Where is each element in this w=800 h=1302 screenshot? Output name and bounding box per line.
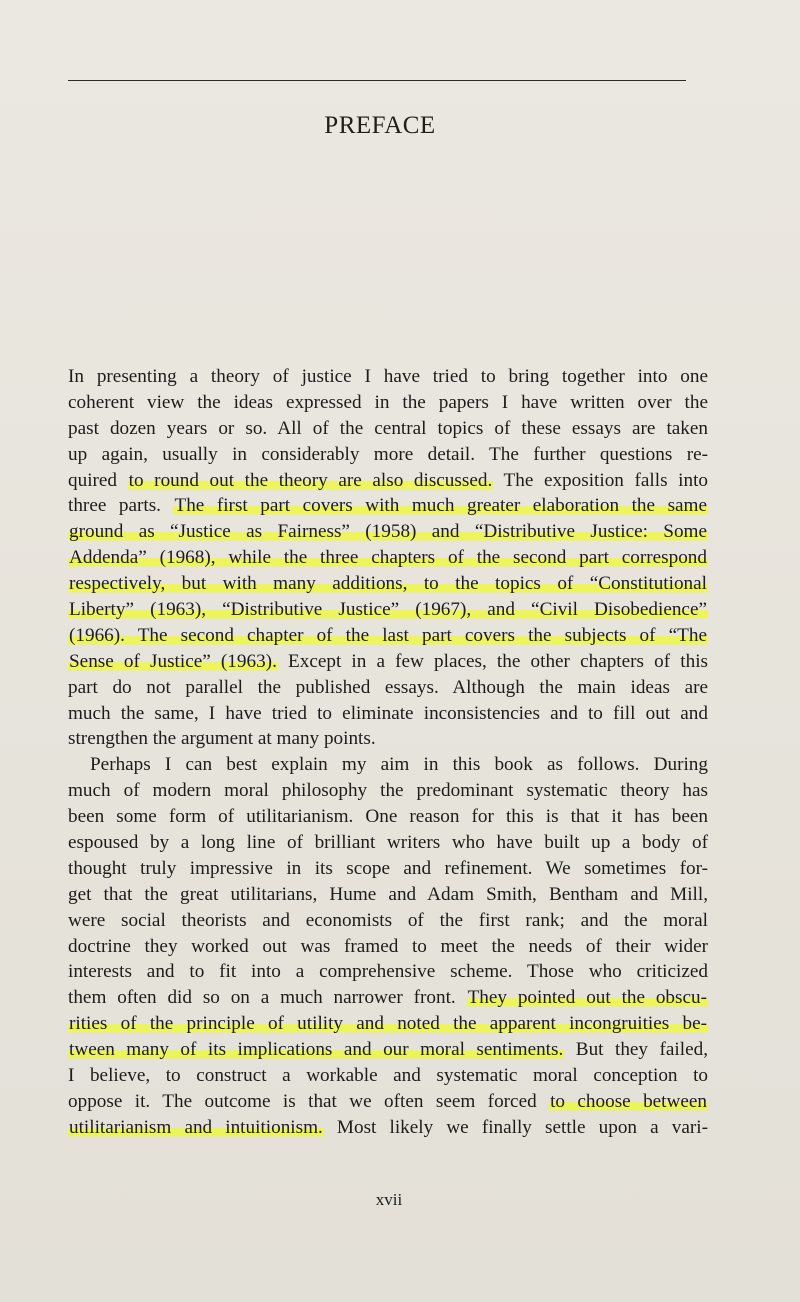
text-line bbox=[68, 1115, 708, 1141]
line-text: The exposition falls into bbox=[493, 469, 708, 491]
text-line bbox=[68, 959, 708, 985]
line-text: quired bbox=[68, 469, 128, 491]
text-line bbox=[68, 649, 708, 675]
text-line bbox=[68, 752, 708, 778]
text-line bbox=[68, 856, 708, 882]
line-text: interests and to fit into a comprehensive scheme. Those who criticized bbox=[68, 961, 708, 983]
text-line bbox=[68, 416, 708, 442]
text-line bbox=[68, 675, 708, 701]
text-line bbox=[68, 804, 708, 830]
text-line bbox=[68, 1063, 708, 1089]
line-text: coherent view the ideas expressed in the papers I have written over the bbox=[68, 391, 708, 413]
highlighted-text: (1966). The second chapter of the last part covers the subjects of “The bbox=[69, 624, 707, 646]
line-text: oppose it. The outcome is that we often seem forced bbox=[68, 1090, 550, 1112]
text-line bbox=[68, 1089, 708, 1115]
text-line bbox=[68, 1011, 708, 1037]
line-text: get that the great utilitarians, Hume and Adam Smith, Bentham and Mill, bbox=[68, 883, 708, 905]
highlighted-text: to choose between bbox=[550, 1090, 707, 1112]
highlighted-text: Liberty” (1963), “Distributive Justice” (1967), and “Civil Disobedience” bbox=[69, 599, 707, 621]
header-rule bbox=[68, 80, 686, 81]
highlighted-text: to round out the theory are also discussed. bbox=[128, 469, 493, 491]
text-line bbox=[68, 390, 708, 416]
text-line bbox=[68, 623, 708, 649]
highlighted-text: ground as “Justice as Fairness” (1958) and “Distributive Justice: Some bbox=[69, 521, 707, 543]
line-text: were social theorists and economists of the first rank; and the moral bbox=[68, 909, 708, 931]
text-line bbox=[68, 934, 708, 960]
text-line bbox=[68, 519, 708, 545]
highlighted-text: Addenda” (1968), while the three chapters of the second part correspond bbox=[69, 547, 707, 569]
text-line bbox=[68, 442, 708, 468]
page-number: xvii bbox=[375, 1190, 403, 1209]
line-text: strengthen the argument at many points. bbox=[68, 728, 376, 750]
highlighted-text: They pointed out the obscu- bbox=[467, 987, 707, 1009]
line-text: Except in a few places, the other chapters of this bbox=[277, 650, 708, 672]
text-line bbox=[68, 778, 708, 804]
line-text: But they failed, bbox=[564, 1039, 708, 1061]
text-line bbox=[68, 701, 708, 727]
text-line bbox=[68, 882, 708, 908]
text-line bbox=[68, 493, 708, 519]
page-title: PREFACE bbox=[324, 112, 436, 139]
line-text: them often did so on a much narrower front. bbox=[68, 987, 467, 1009]
highlighted-text: respectively, but with many additions, to the topics of “Constitutional bbox=[69, 573, 707, 595]
text-line bbox=[68, 468, 708, 494]
text-line bbox=[68, 908, 708, 934]
text-line bbox=[68, 726, 708, 752]
line-text: espoused by a long line of brilliant writers who have built up a body of bbox=[68, 832, 708, 854]
line-text: part do not parallel the published essays. Although the main ideas are bbox=[68, 676, 708, 698]
text-line bbox=[68, 571, 708, 597]
line-text: I believe, to construct a workable and systematic moral conception to bbox=[68, 1065, 708, 1087]
highlighted-text: rities of the principle of utility and noted the apparent incongruities be- bbox=[69, 1013, 707, 1035]
line-text: much the same, I have tried to eliminate inconsistencies and to fill out and bbox=[68, 702, 708, 724]
line-text: Perhaps I can best explain my aim in this book as follows. During bbox=[90, 754, 708, 776]
line-text: doctrine they worked out was framed to meet the needs of their wider bbox=[68, 935, 708, 957]
line-text: been some form of utilitarianism. One reason for this is that it has been bbox=[68, 806, 708, 828]
line-text: past dozen years or so. All of the central topics of these essays are taken bbox=[68, 417, 708, 439]
text-line bbox=[68, 1037, 708, 1063]
line-text: three parts. bbox=[68, 495, 174, 517]
line-text: much of modern moral philosophy the predominant systematic theory has bbox=[68, 780, 708, 802]
text-line bbox=[68, 830, 708, 856]
highlighted-text: Sense of Justice” (1963). bbox=[69, 650, 277, 672]
highlighted-text: tween many of its implications and our moral sentiments. bbox=[69, 1039, 564, 1061]
highlighted-text: utilitarianism and intuitionism. bbox=[69, 1116, 323, 1138]
line-text: up again, usually in considerably more detail. The further questions re- bbox=[68, 443, 708, 465]
line-text: thought truly impressive in its scope and refinement. We sometimes for- bbox=[68, 857, 708, 879]
line-text: Most likely we finally settle upon a vari- bbox=[323, 1116, 708, 1138]
text-line bbox=[68, 545, 708, 571]
text-line bbox=[68, 364, 708, 390]
body-text bbox=[68, 364, 708, 1141]
highlighted-text: The first part covers with much greater elaboration the same bbox=[174, 495, 707, 517]
line-text: In presenting a theory of justice I have tried to bring together into one bbox=[68, 366, 708, 387]
text-line bbox=[68, 597, 708, 623]
text-line bbox=[68, 985, 708, 1011]
